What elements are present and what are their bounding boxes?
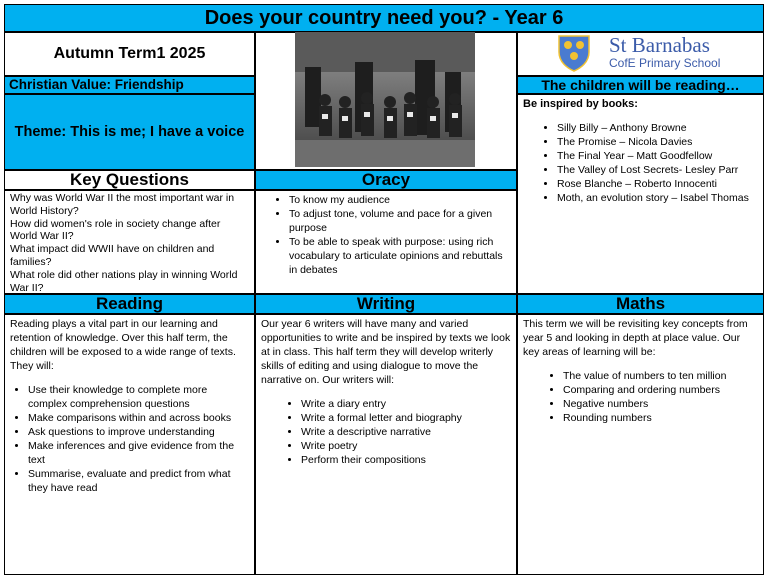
book-list-item: • The Final Year – Matt Goodfellow: [557, 149, 758, 163]
writing-panel: [255, 314, 517, 575]
reading-objective: • Ask questions to improve understanding: [28, 425, 249, 439]
reading-objective: • Make inferences and give evidence from the text: [28, 439, 249, 467]
key-question: Why was World War II the most important war in World History?: [10, 192, 235, 217]
oracy-objective: • To be able to speak with purpose: using rich vocabulary to articulate opinions and rebuttals in debates: [289, 235, 511, 277]
book-list: [523, 121, 758, 205]
christian-value: Christian Value: Friendship: [4, 76, 255, 94]
maths-objective: • Rounding numbers: [563, 411, 758, 425]
reading-list: [10, 383, 249, 495]
reading-list-panel: [517, 94, 764, 294]
school-name: Barnabas: [631, 33, 710, 57]
evacuee-children-photo: [295, 32, 475, 167]
key-question: How did women's role in society change after World War II?: [10, 217, 221, 243]
reading-panel: [4, 314, 255, 575]
writing-objective: • Perform their compositions: [301, 453, 511, 467]
school-name-st: St: [609, 33, 627, 57]
oracy-objective: • To adjust tone, volume and pace for a given purpose: [289, 207, 511, 235]
key-question: What role did other nations play in winning World War II?: [10, 268, 238, 294]
key-questions-header: Key Questions: [4, 170, 255, 190]
writing-header: Writing: [255, 294, 517, 314]
reading-objective: • Make comparisons within and across books: [28, 411, 249, 425]
writing-objective: • Write a formal letter and biography: [301, 411, 511, 425]
reading-list-intro: Be inspired by books:: [523, 98, 638, 110]
school-crest-icon: [557, 34, 591, 72]
writing-intro: Our year 6 writers will have many and varied opportunities to write and be inspired by texts we look at in class. This half term they will develop writerly skills of editing and using dialogue to move the narrative on. Our writers will:: [261, 318, 511, 386]
book-list-item: • The Promise – Nicola Davies: [557, 135, 758, 149]
reading-header: Reading: [4, 294, 255, 314]
maths-intro: This term we will be revisiting key concepts from year 5 and looking in depth at place value. Our key areas of learning will be:: [523, 318, 748, 358]
maths-header: Maths: [517, 294, 764, 314]
page-title: Does your country need you? - Year 6: [4, 4, 764, 32]
maths-objective: • The value of numbers to ten million: [563, 369, 758, 383]
term-label: Autumn Term1 2025: [4, 32, 255, 76]
oracy-list: [261, 193, 511, 277]
reading-intro: Reading plays a vital part in our learning and retention of knowledge. Over this half term, the children will be exposed to a wide range of texts. They will:: [10, 318, 236, 372]
reading-list-header: The children will be reading…: [517, 76, 764, 94]
writing-objective: • Write a descriptive narrative: [301, 425, 511, 439]
writing-objective: • Write a diary entry: [301, 397, 511, 411]
book-list-item: • The Valley of Lost Secrets- Lesley Parr: [557, 163, 758, 177]
book-list-item: • Rose Blanche – Roberto Innocenti: [557, 177, 758, 191]
school-subtitle: CofE Primary School: [609, 56, 721, 70]
maths-panel: [517, 314, 764, 575]
maths-objective: • Negative numbers: [563, 397, 758, 411]
theme-label: Theme: This is me; I have a voice: [4, 94, 255, 170]
writing-objective: • Write poetry: [301, 439, 511, 453]
book-list-item: • Silly Billy – Anthony Browne: [557, 121, 758, 135]
maths-list: [523, 369, 758, 425]
oracy-header: Oracy: [255, 170, 517, 190]
key-questions-panel: [4, 190, 255, 294]
maths-objective: • Comparing and ordering numbers: [563, 383, 758, 397]
reading-objective: • Use their knowledge to complete more complex comprehension questions: [28, 383, 249, 411]
oracy-panel: [255, 190, 517, 294]
key-question: What impact did WWII have on children and families?: [10, 243, 215, 268]
topic-web-page: [4, 4, 764, 575]
oracy-objective: • To know my audience: [289, 193, 511, 207]
book-list-item: • Moth, an evolution story – Isabel Thomas: [557, 191, 758, 205]
writing-list: [261, 397, 511, 467]
reading-objective: • Summarise, evaluate and predict from what they have read: [28, 467, 249, 495]
